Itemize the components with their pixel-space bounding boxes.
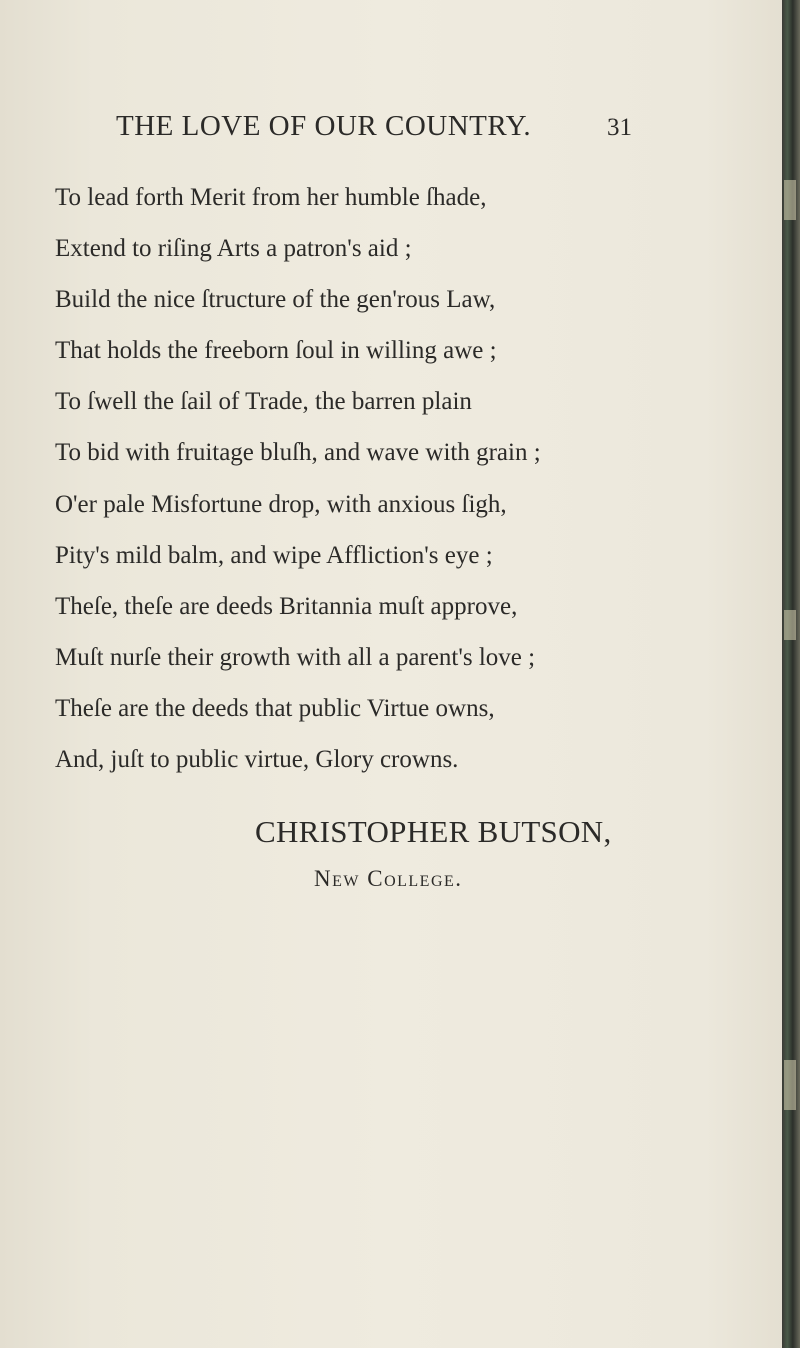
poem-line: Theſe are the deeds that public Virtue owns, <box>55 694 495 722</box>
poem-line: To ſwell the ſail of Trade, the barren plain <box>55 388 472 416</box>
poem-line: Build the nice ſtructure of the gen'rous Law, <box>55 286 496 314</box>
edge-wear-mark <box>784 610 796 640</box>
poem-line: That holds the freeborn ſoul in willing awe ; <box>55 337 497 365</box>
poem-stanza <box>55 172 655 785</box>
page-number: 31 <box>607 114 632 141</box>
poem-line: Extend to riſing Arts a patron's aid ; <box>55 235 412 263</box>
poem-line: Theſe, theſe are deeds Britannia muſt approve, <box>55 592 518 620</box>
author-college: New College. <box>314 866 463 891</box>
poem-line: Pity's mild balm, and wipe Affliction's eye ; <box>55 541 493 569</box>
running-title: THE LOVE OF OUR COUNTRY. <box>116 110 532 142</box>
poem-line: To lead forth Merit from her humble ſhade, <box>55 184 487 211</box>
edge-wear-mark <box>784 180 796 220</box>
edge-wear-mark <box>784 1060 796 1110</box>
author-signature: CHRISTOPHER BUTSON, <box>255 814 612 849</box>
poem-line: O'er pale Misfortune drop, with anxious ſigh, <box>55 490 507 518</box>
poem-line: Muſt nurſe their growth with all a parent's love ; <box>55 643 536 671</box>
poem-line: And, juſt to public virtue, Glory crowns. <box>55 746 459 774</box>
poem-line: To bid with fruitage bluſh, and wave with grain ; <box>55 439 541 467</box>
